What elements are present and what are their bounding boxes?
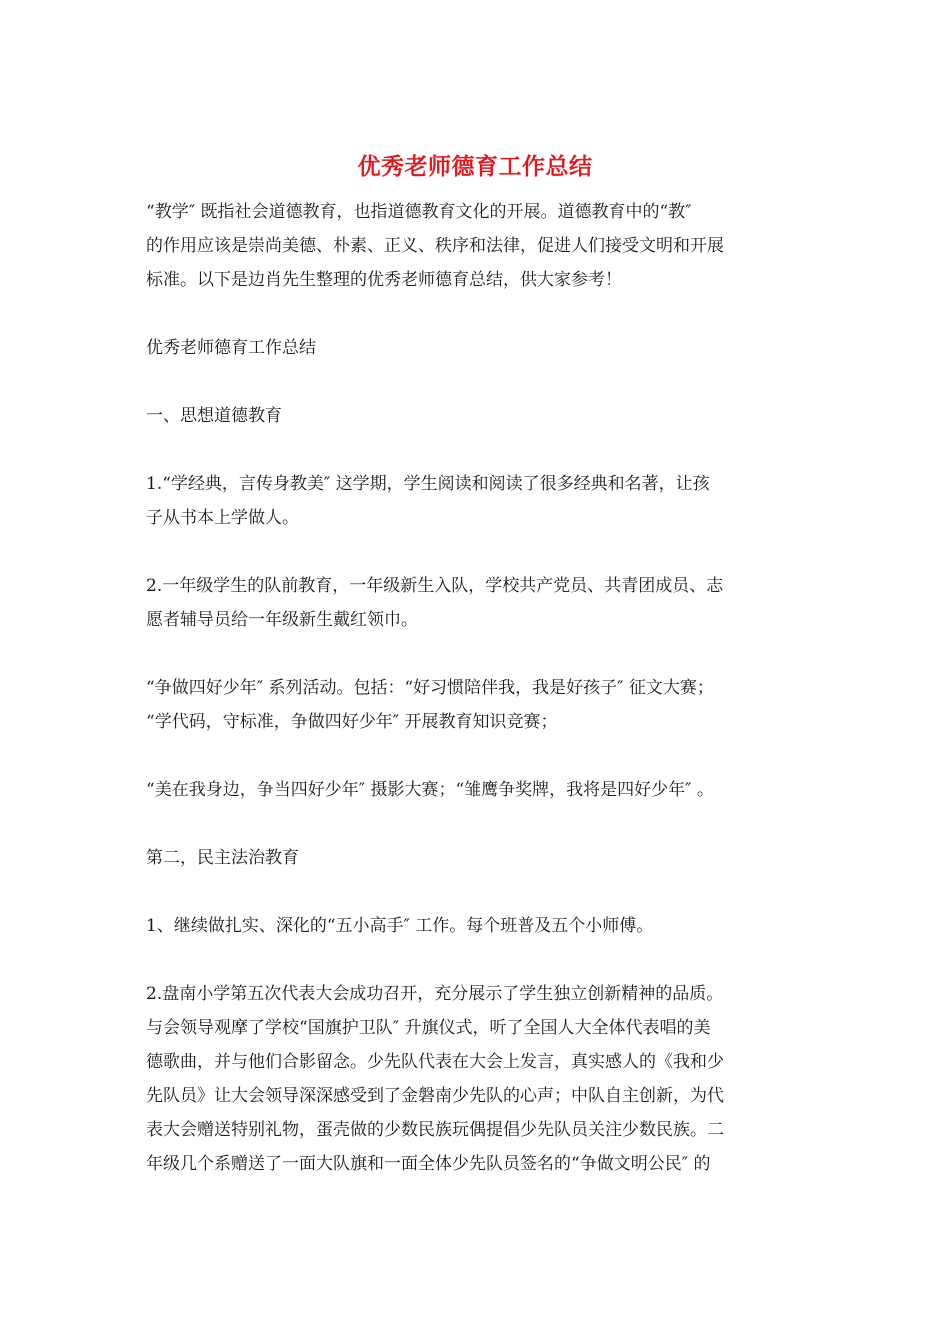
intro-line-1: “教学″ 既指社会道德教育，也指道德教育文化的开展。道德教育中的“教″ [146,202,692,222]
section-2-item-2-line-2: 与会领导观摩了学校“国旗护卫队″ 升旗仪式，听了全国人大全体代表唱的美 [146,1018,711,1038]
paragraph-gap [146,535,812,569]
item-2-line-1: 2.一年级学生的队前教育，一年级新生入队，学校共产党员、共青团成员、志 [146,576,724,596]
item-1-line-2: 子从书本上学做人。 [146,508,299,528]
section-2-item-2-line-1: 2.盘南小学第五次代表大会成功召开，充分展示了学生独立创新精神的品质。 [146,984,724,1004]
section-2-item-2-line-6: 年级几个系赠送了一面大队旗和一面全体少先队员签名的“争做文明公民″ 的 [146,1154,711,1174]
item-1-line-1: 1.“学经典，言传身教美″ 这学期，学生阅读和阅读了很多经典和名著，让孩 [146,474,710,494]
section-2-item-2-line-5: 表大会赠送特别礼物，蛋壳做的少数民族玩偶提倡少先队员关注少数民族。二 [146,1120,724,1140]
subtitle: 优秀老师德育工作总结 [146,338,316,358]
section-2-item-2-line-4: 先队员》让大会领导深深感受到了金磐南少先队的心声；中队自主创新，为代 [146,1086,724,1106]
document-body [146,195,812,1181]
paragraph-gap [146,739,812,773]
paragraph-gap [146,297,812,331]
intro-line-3: 标准。以下是边肖先生整理的优秀老师德育总结，供大家参考！ [146,270,622,290]
section-2-heading: 第二，民主法治教育 [146,848,299,868]
paragraph-gap [146,943,812,977]
paragraph-gap [146,365,812,399]
paragraph-gap [146,807,812,841]
activities-line-2: “学代码，守标准，争做四好少年″ 开展教育知识竞赛； [146,712,558,732]
paragraph-gap [146,433,812,467]
activities-2: “美在我身边，争当四好少年″ 摄影大赛；“雏鹰争奖牌，我将是四好少年″ 。 [146,780,714,800]
paragraph-gap [146,637,812,671]
activities-line-1: “争做四好少年″ 系列活动。包括：“好习惯陪伴我，我是好孩子″ 征文大赛； [146,678,714,698]
intro-line-2: 的作用应该是崇尚美德、朴素、正义、秩序和法律，促进人们接受文明和开展 [146,236,724,256]
section-2-item-1: 1、继续做扎实、深化的“五小高手″ 工作。每个班普及五个小师傅。 [146,916,654,936]
document-title: 优秀老师德育工作总结 [357,153,593,180]
item-2-line-2: 愿者辅导员给一年级新生戴红领巾。 [146,610,418,630]
section-1-heading: 一、思想道德教育 [146,406,282,426]
section-2-item-2-line-3: 德歌曲，并与他们合影留念。少先队代表在大会上发言，真实感人的《我和少 [146,1052,724,1072]
paragraph-gap [146,875,812,909]
